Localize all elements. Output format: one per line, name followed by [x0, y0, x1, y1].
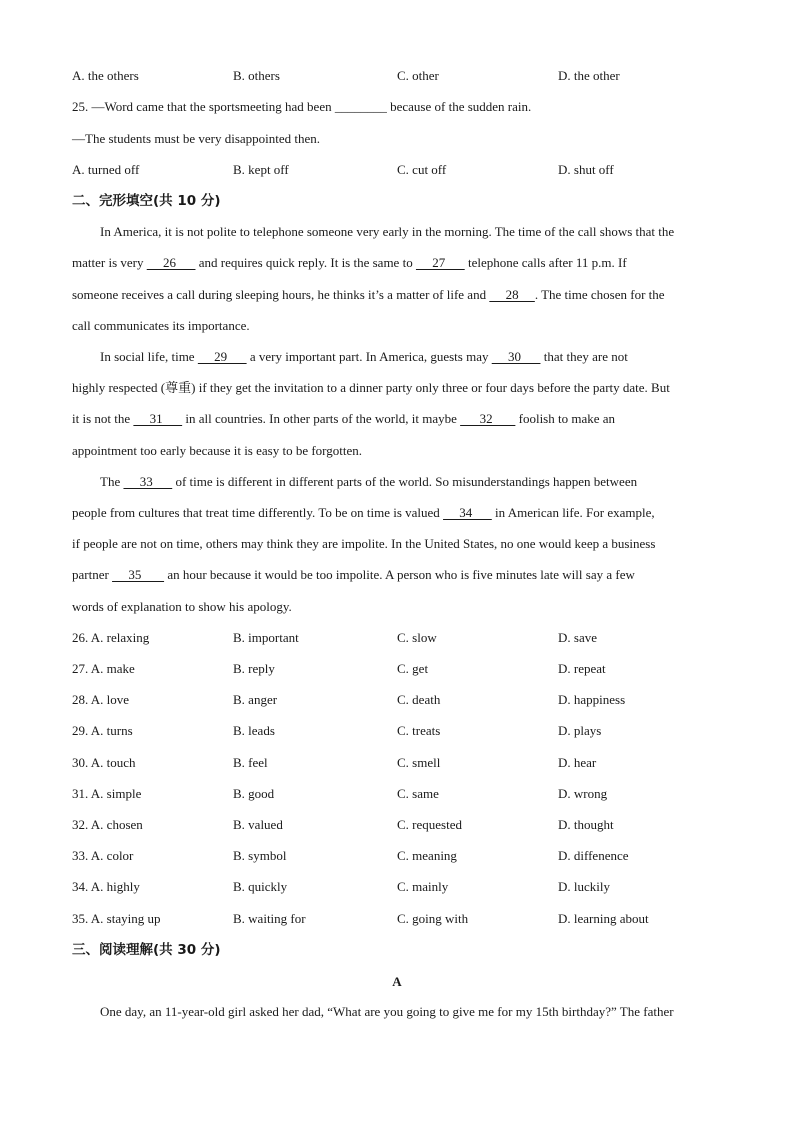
q25-blank[interactable]: ________: [334, 99, 387, 114]
option-c[interactable]: C. smell: [397, 755, 441, 770]
option-c[interactable]: C. requested: [397, 817, 462, 832]
option-d[interactable]: D. hear: [558, 755, 597, 770]
passage-line: someone receives a call during sleeping hours, he thinks it’s a matter of life and 28 . The time chosen for the: [72, 287, 665, 302]
option-d[interactable]: D. happiness: [558, 692, 626, 707]
option-d[interactable]: D. repeat: [558, 661, 606, 676]
option-c[interactable]: C. treats: [397, 723, 441, 738]
q25-option-c[interactable]: C. cut off: [397, 162, 447, 177]
option-d[interactable]: D. thought: [558, 817, 614, 832]
option-a[interactable]: 31. A. simple: [72, 786, 142, 801]
option-b[interactable]: B. reply: [233, 661, 275, 676]
q25-stem: [72, 98, 531, 116]
option-d[interactable]: D. plays: [558, 723, 602, 738]
option-c[interactable]: C. slow: [397, 630, 437, 645]
section2-heading: 二、完形填空(共 10 分): [72, 193, 221, 209]
option-c[interactable]: C. get: [397, 661, 429, 676]
passage-line: appointment too early because it is easy to be forgotten.: [72, 443, 363, 458]
q24-option-c[interactable]: C. other: [397, 68, 439, 83]
option-d[interactable]: D. wrong: [558, 786, 608, 801]
q25-response: —The students must be very disappointed then.: [72, 131, 321, 146]
blank-26[interactable]: 26: [146, 255, 196, 270]
blank-28[interactable]: 28: [489, 287, 535, 302]
option-b[interactable]: B. feel: [233, 755, 268, 770]
option-c[interactable]: C. mainly: [397, 879, 449, 894]
option-c[interactable]: C. death: [397, 692, 441, 707]
option-a[interactable]: 29. A. turns: [72, 723, 133, 738]
option-d[interactable]: D. learning about: [558, 911, 649, 926]
reading-a-first-line: One day, an 11-year-old girl asked her dad, “What are you going to give me for my 15th birthday?” The father: [100, 1004, 674, 1019]
option-d[interactable]: D. diffenence: [558, 848, 629, 863]
passage-line: matter is very 26 and requires quick reply. It is the same to 27 telephone calls after 11 p.m. If: [72, 255, 627, 270]
blank-30[interactable]: 30: [491, 349, 541, 364]
option-c[interactable]: C. going with: [397, 911, 469, 926]
option-d[interactable]: D. luckily: [558, 879, 610, 894]
option-a[interactable]: 28. A. love: [72, 692, 130, 707]
passage-line: people from cultures that treat time differently. To be on time is valued 34 in American life. For example,: [72, 505, 655, 520]
passage-line: highly respected (尊重) if they get the invitation to a dinner party only three or four days before the party date. But: [72, 380, 670, 395]
option-b[interactable]: B. anger: [233, 692, 278, 707]
option-a[interactable]: 26. A. relaxing: [72, 630, 150, 645]
passage-line: call communicates its importance.: [72, 318, 250, 333]
q25-stem-before: 25. —Word came that the sportsmeeting had been: [72, 99, 335, 114]
passage-line: it is not the 31 in all countries. In other parts of the world, it maybe 32 foolish to make an: [72, 411, 616, 426]
blank-29[interactable]: 29: [197, 349, 247, 364]
q24-option-b[interactable]: B. others: [233, 68, 280, 83]
q25-option-b[interactable]: B. kept off: [233, 162, 289, 177]
blank-35[interactable]: 35: [112, 567, 165, 582]
option-a[interactable]: 34. A. highly: [72, 879, 140, 894]
blank-27[interactable]: 27: [415, 255, 465, 270]
passage-line: The 33 of time is different in different parts of the world. So misunderstandings happen between: [100, 474, 638, 489]
option-d[interactable]: D. save: [558, 630, 597, 645]
option-b[interactable]: B. important: [233, 630, 299, 645]
option-a[interactable]: 30. A. touch: [72, 755, 136, 770]
blank-31[interactable]: 31: [133, 411, 183, 426]
passage-line: In America, it is not polite to telephone someone very early in the morning. The time of the call shows that the: [100, 224, 675, 239]
q25-stem-after: because of the sudden rain.: [386, 99, 532, 114]
option-c[interactable]: C. meaning: [397, 848, 457, 863]
passage-line: if people are not on time, others may think they are impolite. In the United States, no one would keep a business: [72, 536, 656, 551]
reading-a-title: A: [392, 974, 402, 989]
q24-option-d[interactable]: D. the other: [558, 68, 620, 83]
passage-line: partner 35 an hour because it would be too impolite. A person who is five minutes late will say a few: [72, 567, 635, 582]
blank-34[interactable]: 34: [443, 505, 492, 520]
option-a[interactable]: 33. A. color: [72, 848, 134, 863]
blank-32[interactable]: 32: [460, 411, 516, 426]
option-b[interactable]: B. quickly: [233, 879, 288, 894]
section3-heading: 三、阅读理解(共 30 分): [72, 942, 221, 958]
option-b[interactable]: B. good: [233, 786, 275, 801]
option-a[interactable]: 35. A. staying up: [72, 911, 161, 926]
option-b[interactable]: B. waiting for: [233, 911, 306, 926]
passage-line: words of explanation to show his apology.: [72, 599, 292, 614]
blank-33[interactable]: 33: [123, 474, 173, 489]
option-a[interactable]: 32. A. chosen: [72, 817, 143, 832]
option-b[interactable]: B. leads: [233, 723, 275, 738]
option-a[interactable]: 27. A. make: [72, 661, 135, 676]
q24-option-a[interactable]: A. the others: [72, 68, 139, 83]
option-b[interactable]: B. symbol: [233, 848, 287, 863]
passage-line: In social life, time 29 a very important part. In America, guests may 30 that they are not: [100, 349, 628, 364]
q25-option-a[interactable]: A. turned off: [72, 162, 140, 177]
q25-option-d[interactable]: D. shut off: [558, 162, 614, 177]
option-b[interactable]: B. valued: [233, 817, 283, 832]
option-c[interactable]: C. same: [397, 786, 439, 801]
